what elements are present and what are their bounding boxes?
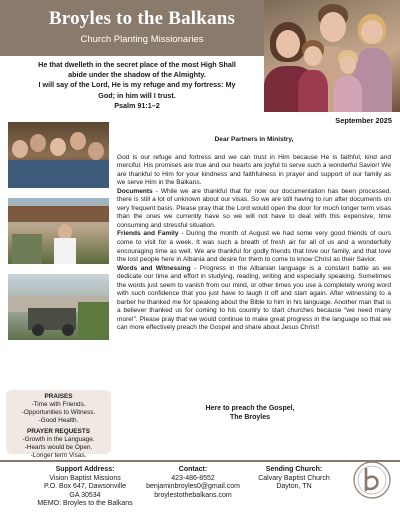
documents-heading: Documents: [117, 187, 153, 195]
broyles-logo-icon: [352, 460, 392, 500]
contact-email[interactable]: benjaminbroyles0@gmail.com: [146, 483, 240, 491]
support-line: GA 30534: [69, 491, 101, 499]
support-address: [30, 466, 140, 509]
contact-phone: 423-486-8552: [171, 474, 215, 482]
cart-photo: [8, 274, 109, 340]
friends-text: - During the month of August we had some very good friends of ours come to visit for a week. It was such a breath of fresh air for all of us and a wonderfully encouraging time as well. We are thankful for godly friends that love our family, and that love the lost people here in Albania and desire for them to come to know Christ as their Savior.: [117, 230, 391, 264]
support-line: Vision Baptist Missions: [49, 474, 121, 482]
praise-item: -Good Health.: [38, 417, 79, 424]
praise-prayer-box: [6, 390, 111, 459]
praise-item: -Time with Friends.: [31, 401, 86, 408]
group-photo: [8, 122, 109, 188]
letter-body: [117, 136, 391, 333]
words-text: - Progress in the Albanian language is a constant battle as we dedicate our time and effort in studying, reading, writing and especially speaking. Sometimes the words just seem to vanish from our mind, or other times you use a completely wrong word with such confidence that you just have to laugh it off and start again. After witnessing to a barber he thanked me for speaking about the Bible to him in his language. Another man that is a believer thanked us for coming to his country to start churches because “we need many more!”. Please pray that we would continue to make great progress in the language so that we can more effectively preach the Gospel and share about Jesus Christ!: [117, 264, 391, 332]
support-line: MEMO: Broyles to the Balkans: [37, 500, 133, 508]
praises-heading: PRAISES: [44, 393, 73, 400]
documents-paragraph: [117, 188, 391, 231]
sending-church: [246, 466, 342, 492]
signoff-name: The Broyles: [229, 414, 271, 421]
street-photo: [8, 198, 109, 264]
friends-paragraph: [117, 230, 391, 264]
page-subtitle: Church Planting Missionaries: [80, 34, 204, 45]
verse-line: I will say of the Lord, He is my refuge and my fortress: My: [38, 80, 236, 90]
prayer-item: -Hearts would be Open.: [24, 444, 93, 451]
praise-item: -Opportunities to Witness.: [21, 409, 96, 416]
prayer-heading: PRAYER REQUESTS: [27, 428, 90, 435]
salutation: Dear Partners in Ministry,: [214, 136, 294, 143]
family-photo: [264, 0, 400, 112]
support-line: P.O. Box 647, Dawsonville: [44, 483, 126, 491]
church-heading: Sending Church:: [265, 466, 323, 473]
documents-text: - While we are thankful that for now our documentation has been processed, there is still a lot of unknown about our visas. So we are still having to run after documents on very frequent basis. Please pray that the Lord would open the door for much longer term visas than the ones we currently have so we will not have to deal with this expensive, time consuming and stressful situation.: [117, 187, 391, 229]
prayer-item: -Growth in the Language.: [22, 436, 95, 443]
words-paragraph: [117, 265, 391, 333]
intro-paragraph: God is our refuge and fortress and we can trust in Him because He is faithful, kind and merciful. His promises are true and our hearts are joyful to serve such a wonderful Savior! We are thankful to Him for your kindness and faithfulness in prayer and support of our family as we serve Him in the Balkans.: [117, 153, 391, 187]
newsletter-date: September 2025: [335, 116, 392, 125]
support-heading: Support Address:: [55, 466, 115, 473]
words-heading: Words and Witnessing: [117, 264, 191, 272]
verse-line: God; in him will I trust.: [98, 90, 176, 100]
signoff-line: Here to preach the Gospel,: [205, 405, 295, 412]
verse-line: He that dwelleth in the secret place of the most High Shall: [38, 60, 236, 69]
contact-website[interactable]: broylestothebalkans.com: [154, 491, 232, 499]
verse-reference: Psalm 91:1–2: [114, 100, 160, 110]
contact-heading: Contact:: [178, 466, 208, 473]
verse-line: abide under the shadow of the Almighty.: [68, 70, 206, 80]
page-title: Broyles to the Balkans: [48, 8, 236, 29]
signoff: [190, 404, 310, 422]
contact-info: [138, 466, 248, 500]
friends-heading: Friends and Family: [117, 230, 179, 238]
church-line: Calvary Baptist Church: [258, 474, 330, 482]
scripture-verse: [14, 60, 260, 111]
prayer-item: -Longer term Visas.: [30, 452, 87, 459]
church-line: Dayton, TN: [276, 483, 312, 491]
footer-divider: [0, 460, 400, 462]
